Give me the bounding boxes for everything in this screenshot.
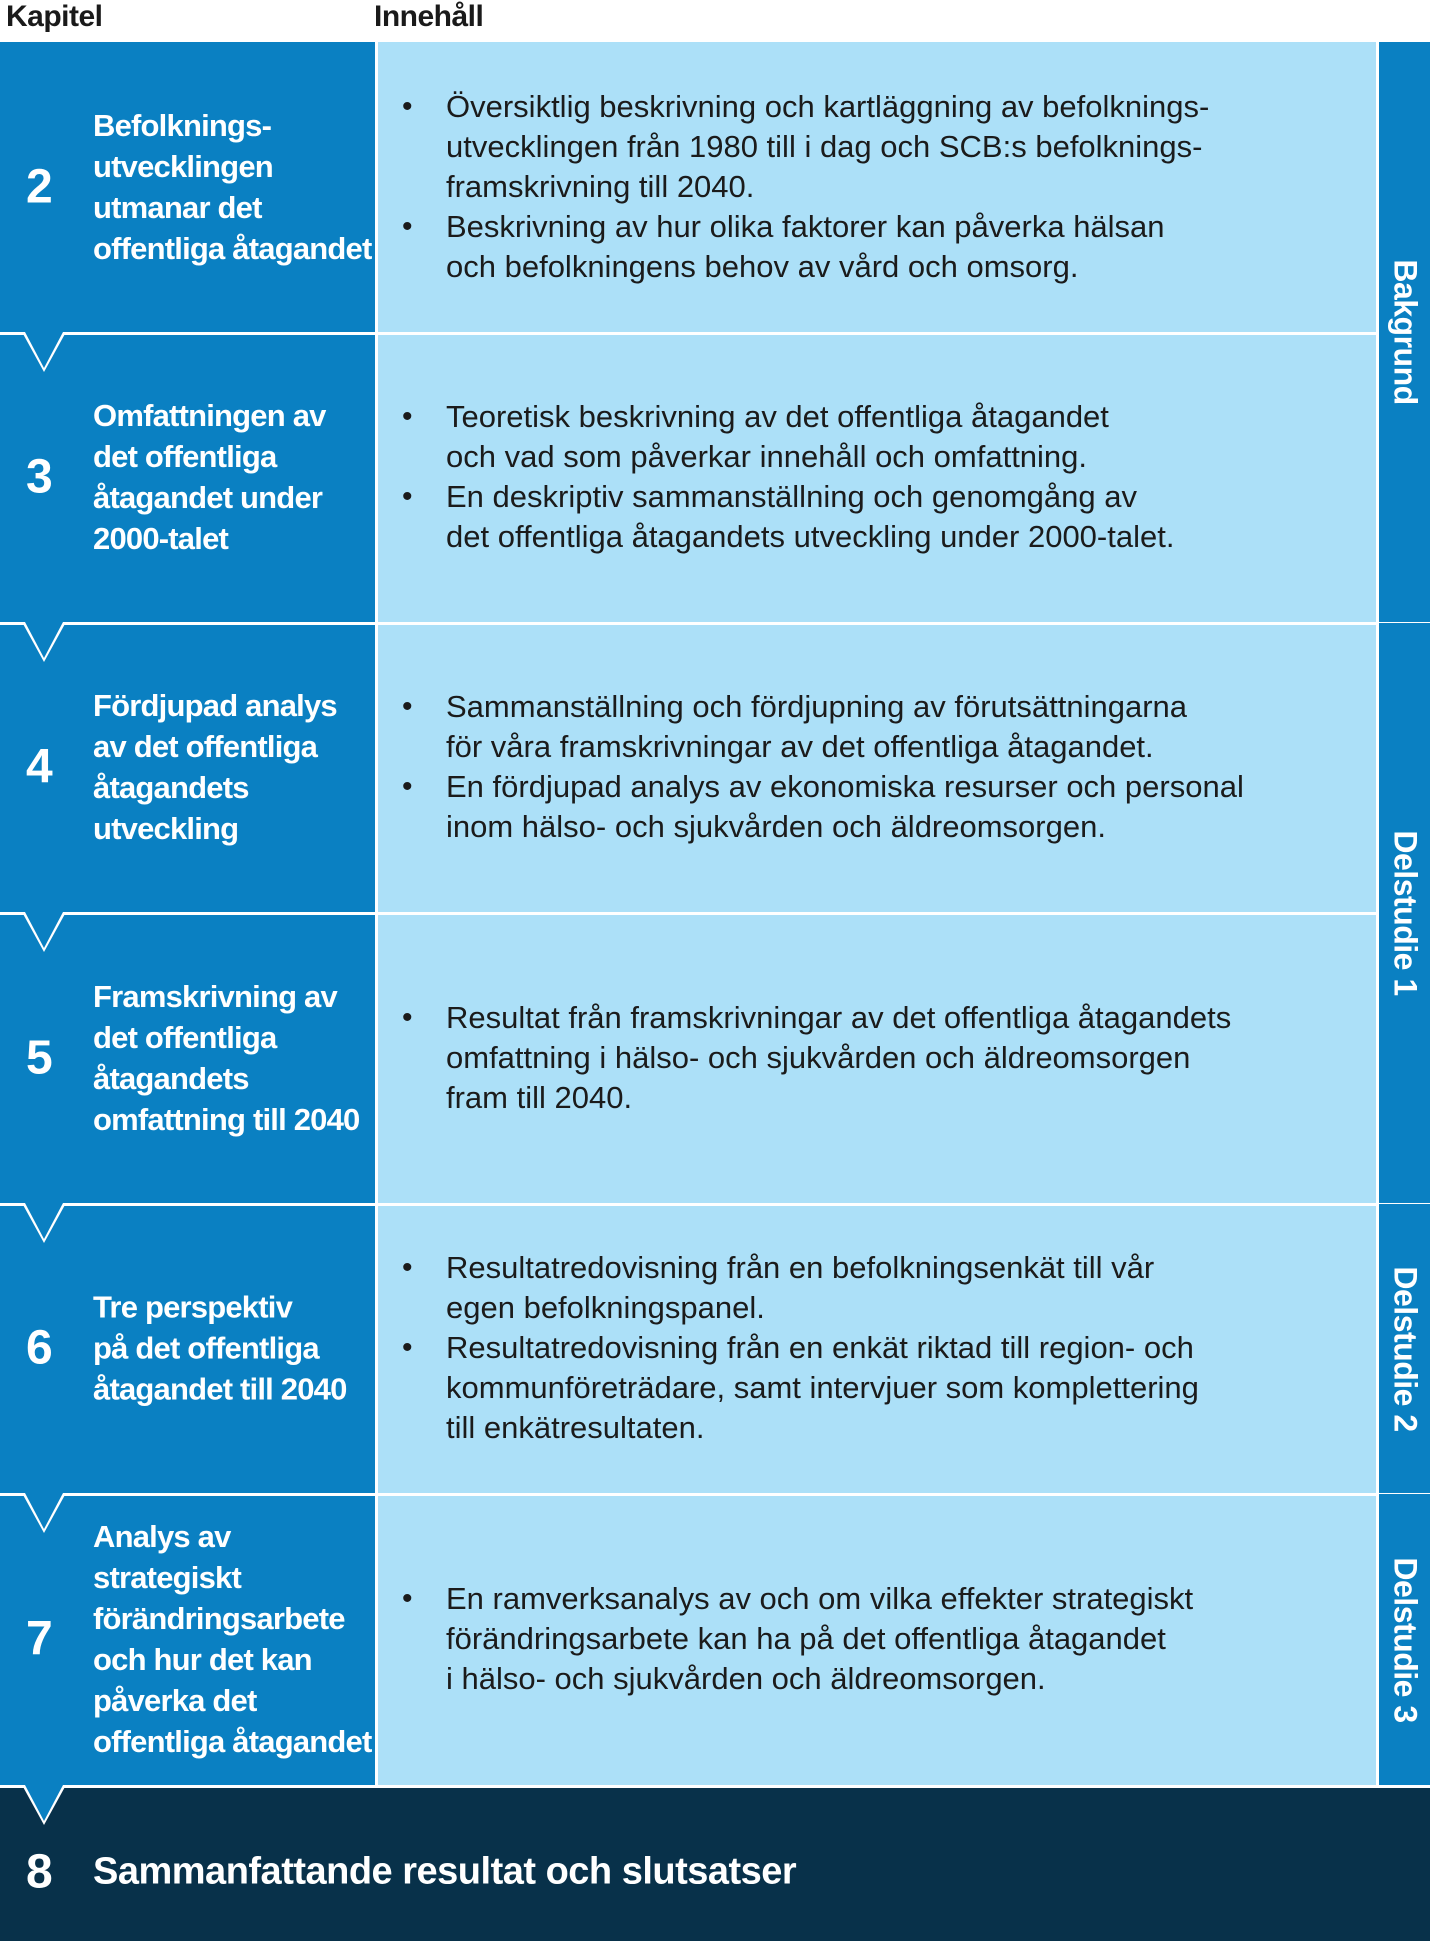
chapter-number: 4 bbox=[26, 740, 53, 794]
content-cell bbox=[378, 42, 1376, 332]
chevron-down-arrow bbox=[22, 1493, 66, 1533]
chapter-title: Fördjupad analys av det offentliga åtagandets utveckling bbox=[93, 688, 337, 846]
band-label: Bakgrund bbox=[1387, 259, 1423, 405]
chapter-row-4 bbox=[0, 622, 1430, 912]
bullet-item: • En ramverksanalys av och om vilka effekter strategiskt förändringsarbete kan ha på det offentliga åtagandet i hälso- och sjukvården och äldreomsorgen. bbox=[446, 1579, 1356, 1699]
chevron-down-arrow bbox=[22, 1785, 66, 1825]
section-band-delstudie-3 bbox=[1379, 1494, 1430, 1785]
chapter-title: Framskrivning av det offentliga åtagandets omfattning till 2040 bbox=[93, 978, 360, 1137]
bullet-list bbox=[378, 397, 1376, 557]
chapter-cell bbox=[0, 1493, 375, 1785]
chapter-cell bbox=[0, 332, 375, 622]
bullet-item: • Översiktlig beskrivning och kartläggning av befolknings- utvecklingen från 1980 till i dag och SCB:s befolknings- framskrivning till 2040. bbox=[446, 87, 1356, 207]
chapter-row-2 bbox=[0, 42, 1430, 332]
row-divider bbox=[0, 1785, 1430, 1788]
content-cell bbox=[378, 1203, 1376, 1493]
section-band-delstudie-2 bbox=[1379, 1204, 1430, 1493]
section-band-delstudie-1 bbox=[1379, 623, 1430, 1203]
chapter-number: 3 bbox=[26, 450, 53, 504]
row-divider bbox=[378, 622, 1376, 625]
chevron-down-arrow bbox=[22, 1203, 66, 1243]
chapter-row-8 bbox=[0, 1785, 1430, 1941]
band-label: Delstudie 3 bbox=[1387, 1556, 1423, 1723]
bullet-item: • Beskrivning av hur olika faktorer kan påverka hälsan och befolkningens behov av vård och omsorg. bbox=[446, 207, 1356, 287]
chapter-row-5 bbox=[0, 912, 1430, 1203]
header-innehall: Innehåll bbox=[374, 0, 484, 33]
header-kapitel: Kapitel bbox=[6, 0, 103, 33]
chapter-cell bbox=[0, 1203, 375, 1493]
bullet-item: • Resultatredovisning från en befolkningsenkät till vår egen befolkningspanel. bbox=[446, 1248, 1356, 1328]
band-label: Delstudie 2 bbox=[1387, 1265, 1423, 1432]
row-divider bbox=[378, 1203, 1376, 1206]
chapter-cell bbox=[0, 912, 375, 1203]
chevron-down-arrow bbox=[22, 332, 66, 372]
chapter-number: 7 bbox=[26, 1612, 53, 1666]
bullet-item: • Resultat från framskrivningar av det offentliga åtagandets omfattning i hälso- och sjukvården och äldreomsorgen fram till 2040. bbox=[446, 998, 1356, 1118]
bullet-item: • Sammanställning och fördjupning av förutsättningarna för våra framskrivningar av det offentliga åtagandet. bbox=[446, 687, 1356, 767]
row-divider bbox=[378, 332, 1376, 335]
bullet-item: • En fördjupad analys av ekonomiska resurser och personal inom hälso- och sjukvården och äldreomsorgen. bbox=[446, 767, 1356, 847]
chapter-row-6 bbox=[0, 1203, 1430, 1493]
row-divider bbox=[378, 1493, 1376, 1496]
chapter-cell bbox=[0, 622, 375, 912]
chapter-number: 2 bbox=[26, 160, 53, 214]
chevron-down-arrow bbox=[22, 912, 66, 952]
chapter-row-7 bbox=[0, 1493, 1430, 1785]
chapter-title: Omfattningen av det offentliga åtagandet under 2000-talet bbox=[93, 398, 326, 556]
row-divider bbox=[378, 912, 1376, 915]
bullet-list bbox=[378, 87, 1376, 287]
bullet-list bbox=[378, 1579, 1376, 1699]
bullet-item: • En deskriptiv sammanställning och genomgång av det offentliga åtagandets utveckling under 2000-talet. bbox=[446, 477, 1356, 557]
chapter-title: Sammanfattande resultat och slutsatser bbox=[93, 1850, 797, 1893]
content-cell bbox=[378, 332, 1376, 622]
content-cell bbox=[378, 1493, 1376, 1785]
bullet-list bbox=[378, 687, 1376, 847]
content-cell bbox=[378, 912, 1376, 1203]
chevron-down-arrow bbox=[22, 622, 66, 662]
chapter-cell bbox=[0, 42, 375, 332]
content-cell bbox=[378, 622, 1376, 912]
section-band-bakgrund bbox=[1379, 42, 1430, 622]
bullet-item: • Resultatredovisning från en enkät riktad till region- och kommunföreträdare, samt intervjuer som komplettering till enkätresultaten. bbox=[446, 1328, 1356, 1448]
chapter-title: Analys av strategiskt förändringsarbete och hur det kan påverka det offentliga åtagandet bbox=[93, 1519, 372, 1759]
chapter-row-3 bbox=[0, 332, 1430, 622]
chapter-title: Befolknings- utvecklingen utmanar det offentliga åtagandet bbox=[93, 108, 372, 266]
chapter-number: 8 bbox=[26, 1845, 53, 1899]
bullet-list bbox=[378, 998, 1376, 1118]
band-label: Delstudie 1 bbox=[1387, 830, 1423, 996]
chapter-number: 6 bbox=[26, 1321, 53, 1375]
chapter-title: Tre perspektiv på det offentliga åtagandet till 2040 bbox=[93, 1289, 347, 1407]
bullet-item: • Teoretisk beskrivning av det offentliga åtagandet och vad som påverkar innehåll och omfattning. bbox=[446, 397, 1356, 477]
chapter-number: 5 bbox=[26, 1031, 53, 1084]
bullet-list bbox=[378, 1248, 1376, 1448]
